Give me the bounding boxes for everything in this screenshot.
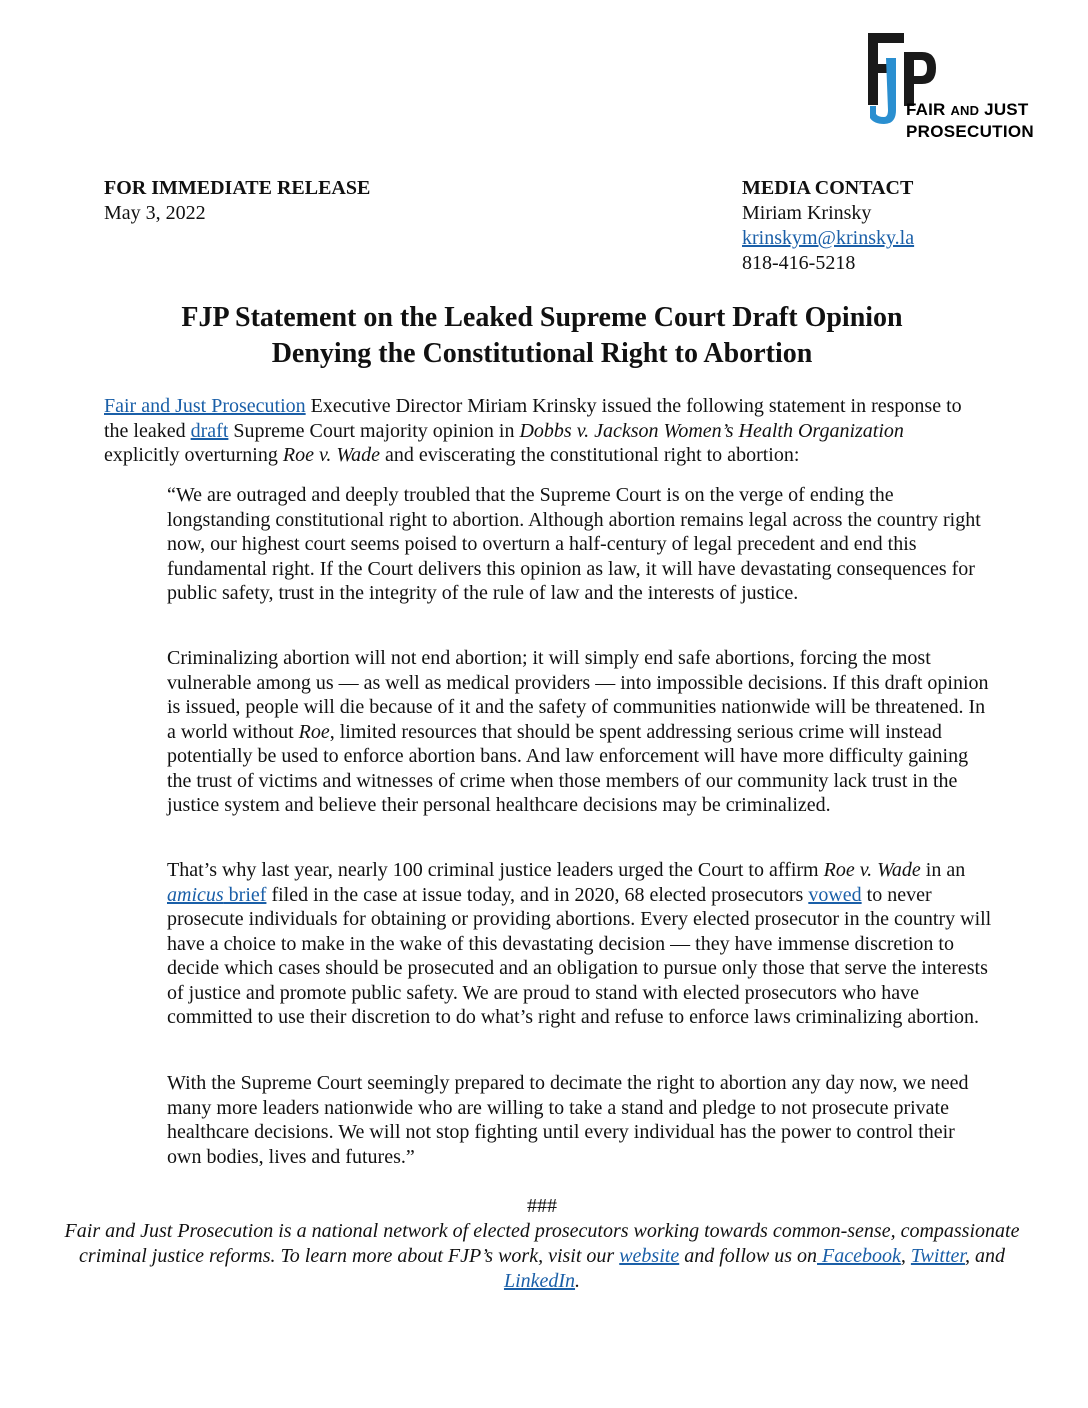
amicus-link[interactable]: amicus	[167, 883, 224, 906]
logo-text-line1: FAIR AND JUST	[906, 100, 1029, 119]
quote-paragraph-4: With the Supreme Court seemingly prepared to decimate the right to abortion any day now, we need many more leaders nationwide who are willing to take a stand and pledge to not prosecute private healthcare decisions. We will not stop fighting until every individual has the power to control their own bodies, lives and futures.”	[167, 1072, 969, 1168]
draft-link[interactable]: draft	[190, 419, 229, 442]
page-title	[60, 300, 1024, 372]
title-line2: Denying the Constitutional Right to Abortion	[271, 338, 813, 369]
release-date: May 3, 2022	[104, 202, 206, 224]
fjp-logo	[866, 30, 1056, 145]
end-mark: ###	[527, 1195, 557, 1217]
quote-paragraph-2: Criminalizing abortion will not end abortion; it will simply end safe abortions, forcing the most vulnerable among us — as well as medical providers — into impossible decisions. If this draft opinion is issued, people will die because of it and the safety of communities nationwide will be threatened. In a world without Roe, limited resources that should be spent addressing serious crime will instead potentially be used to enforce abortion bans. And law enforcement will have more difficulty gaining the trust of victims and witnesses of crime when those members of our community lack trust in the justice system and believe their personal healthcare decisions may be criminalized.	[167, 647, 989, 816]
brief-link[interactable]: brief	[223, 883, 267, 906]
intro-paragraph: Fair and Just Prosecution Executive Director Miriam Krinsky issued the following statement in response to the leaked draft Supreme Court majority opinion in Dobbs v. Jackson Women’s Health Organization explicitly overturning Roe v. Wade and eviscerating the constitutional right to abortion:	[104, 395, 962, 466]
logo-text-line2: PROSECUTION	[906, 122, 1034, 141]
media-contact-label: MEDIA CONTACT	[742, 177, 914, 199]
media-contact-email-link[interactable]: krinskym@krinsky.la	[742, 227, 915, 249]
release-label: FOR IMMEDIATE RELEASE	[104, 177, 371, 199]
quote-paragraph-3: That’s why last year, nearly 100 criminal justice leaders urged the Court to affirm Roe v. Wade in an amicus brief filed in the case at issue today, and in 2020, 68 elected prosecutors vowed to never prosecute individuals for obtaining or providing abortions. Every elected prosecutor in the country will have a choice to make in the wake of this devastating decision — they have immense discretion to decide which cases should be prosecuted and an obligation to pursue only those that serve the interests of justice and promote public safety. We are proud to stand with elected prosecutors who have committed to use their discretion to do what’s right and refuse to enforce laws criminalizing abortion.	[167, 859, 992, 1028]
footer	[60, 1194, 1024, 1294]
case-name: Dobbs v. Jackson Women’s Health Organization	[519, 419, 904, 442]
fjp-link[interactable]: Fair and Just Prosecution	[104, 395, 306, 417]
linkedin-link[interactable]: LinkedIn	[503, 1270, 576, 1292]
vowed-link[interactable]: vowed	[808, 883, 862, 906]
media-contact-name: Miriam Krinsky	[742, 202, 872, 224]
quote-paragraph-1: “We are outraged and deeply troubled that the Supreme Court is on the verge of ending the longstanding constitutional right to abortion. Although abortion remains legal across the country right now, our highest court seems poised to overturn a half-century of legal precedent and end this fundamental right. If the Court delivers this opinion as law, it will have devastating consequences for public safety, trust in the integrity of the rule of law and the interests of justice.	[167, 484, 981, 604]
release-block	[104, 176, 370, 226]
media-contact-block	[742, 176, 914, 276]
title-line1: FJP Statement on the Leaked Supreme Court Draft Opinion	[181, 302, 903, 333]
twitter-link[interactable]: Twitter	[910, 1245, 965, 1267]
facebook-link[interactable]: Facebook	[817, 1245, 901, 1267]
media-contact-phone: 818-416-5218	[742, 252, 856, 274]
website-link[interactable]: website	[619, 1245, 680, 1267]
about-text: Fair and Just Prosecution is a national network of elected prosecutors working towards common-sense, compassionate criminal justice reforms. To learn more about FJP’s work, visit our website and follow us on Facebook, Twitter, and LinkedIn.	[64, 1220, 1020, 1292]
